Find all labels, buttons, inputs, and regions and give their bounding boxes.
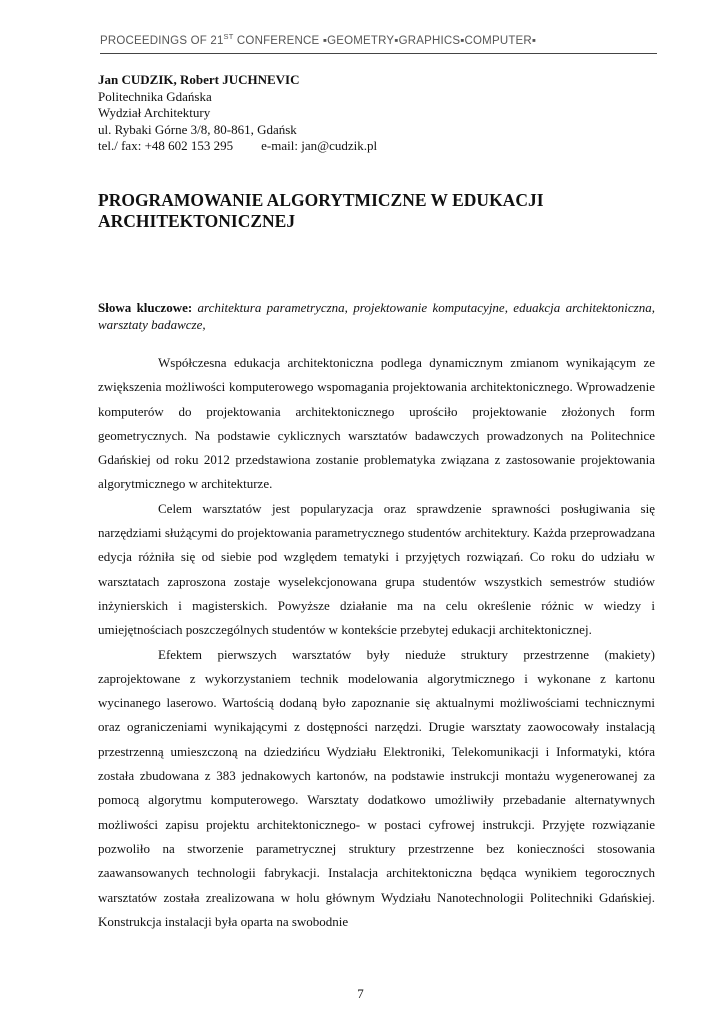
phone: tel./ fax: +48 602 153 295 [98,138,234,153]
author-block [98,72,658,155]
keywords-label: Słowa kluczowe: [98,300,193,315]
keywords [98,300,655,333]
paragraph: Efektem pierwszych warsztatów były nieduże struktury przestrzenne (makiety) zaprojektowane z wykorzystaniem technik modelowania algorytmicznego i wykonane z kartonu wycinanego laserowo. Wartością dodaną było zapoznanie się aktualnymi możliwościami technicznymi oraz ograniczeniami wynikającymi z dostępności narzędzi. Drugie warsztaty zaowocowały instalacją przestrzenną umieszczoną na dziedzińcu Wydziału Elektroniki, Telekomunikacji i Informatyki, która została zbudowana z 383 jednakowych kartonów, na podstawie instrukcji montażu wygenerowanej za pomocą algorytmu komputerowego. Warsztaty dodatkowo umożliwiły przebadanie alternatywnych możliwości zapisu projektu architektonicznego- w postaci cyfrowej instrukcji. Przyjęte rozwiązanie pozwoliło na stworzenie parametrycznej struktury przestrzenne bez konieczności stosowania zaawansowanych technologii fabrykacji. Instalacja architektoniczna będąca wynikiem tegorocznych warsztatów została zrealizowana w holu głównym Wydziału Nanotechnologii Politechniki Gdańskiej. Konstrukcja instalacji była oparta na swobodnie [98,646,655,929]
affiliation-line: Wydział Architektury [98,105,211,120]
header-suffix: CONFERENCE ▪GEOMETRY▪GRAPHICS▪COMPUTER▪ [233,35,537,47]
header-prefix: PROCEEDINGS OF 21 [100,35,224,47]
header-rule [100,53,657,54]
paper-title: PROGRAMOWANIE ALGORYTMICZNE W EDUKACJI ARCHITEKTONICZNEJ [98,190,544,231]
header-superscript: ST [223,32,234,41]
keywords-text: architektura parametryczna, projektowanie komputacyjne, eduakcja architektoniczna, warsztaty badawcze, [98,300,655,332]
contact-line [98,138,658,155]
email: e-mail: jan@cudzik.pl [261,138,378,153]
paragraph: Celem warsztatów jest popularyzacja oraz sprawdzenie sprawności posługiwania się narzędziami służącymi do projektowania parametrycznego studentów architektury. Każda przeprowadzana edycja różniła się od siebie pod względem tematyki i przyjętych rozwiązań. Co roku do udziału w warsztatach zaproszona zostaje wyselekcjonowana grupa studentów wszystkich semestrów studiów inżynierskich i magisterskich. Powyższe działanie ma na celu określenie różnic w wiedzy i umiejętnościach poszczególnych studentów w kontekście przebytej edukacji architektonicznej. [98,500,655,638]
page-number: 7 [357,986,364,1001]
paragraph: Współczesna edukacja architektoniczna podlega dynamicznym zmianom wynikającym ze zwiększenia możliwości komputerowego wspomagania projektowania architektonicznego. Wprowadzenie komputerów do projektowania architektonicznego uprościło projektowanie złożonych form geometrycznych. Na podstawie cyklicznych warsztatów badawczych prowadzonych na Politechnice Gdańskiej od roku 2012 przedstawiona zostanie problematyka związana z zastosowanie projektowania algorytmicznego w architekturze. [98,355,655,492]
running-header [100,32,660,47]
body-text [98,351,655,934]
affiliation-line: Politechnika Gdańska [98,88,212,104]
affiliation-line: ul. Rybaki Górne 3/8, 80-861, Gdańsk [98,121,297,137]
author-names: Jan CUDZIK, Robert JUCHNEVIC [98,72,300,87]
